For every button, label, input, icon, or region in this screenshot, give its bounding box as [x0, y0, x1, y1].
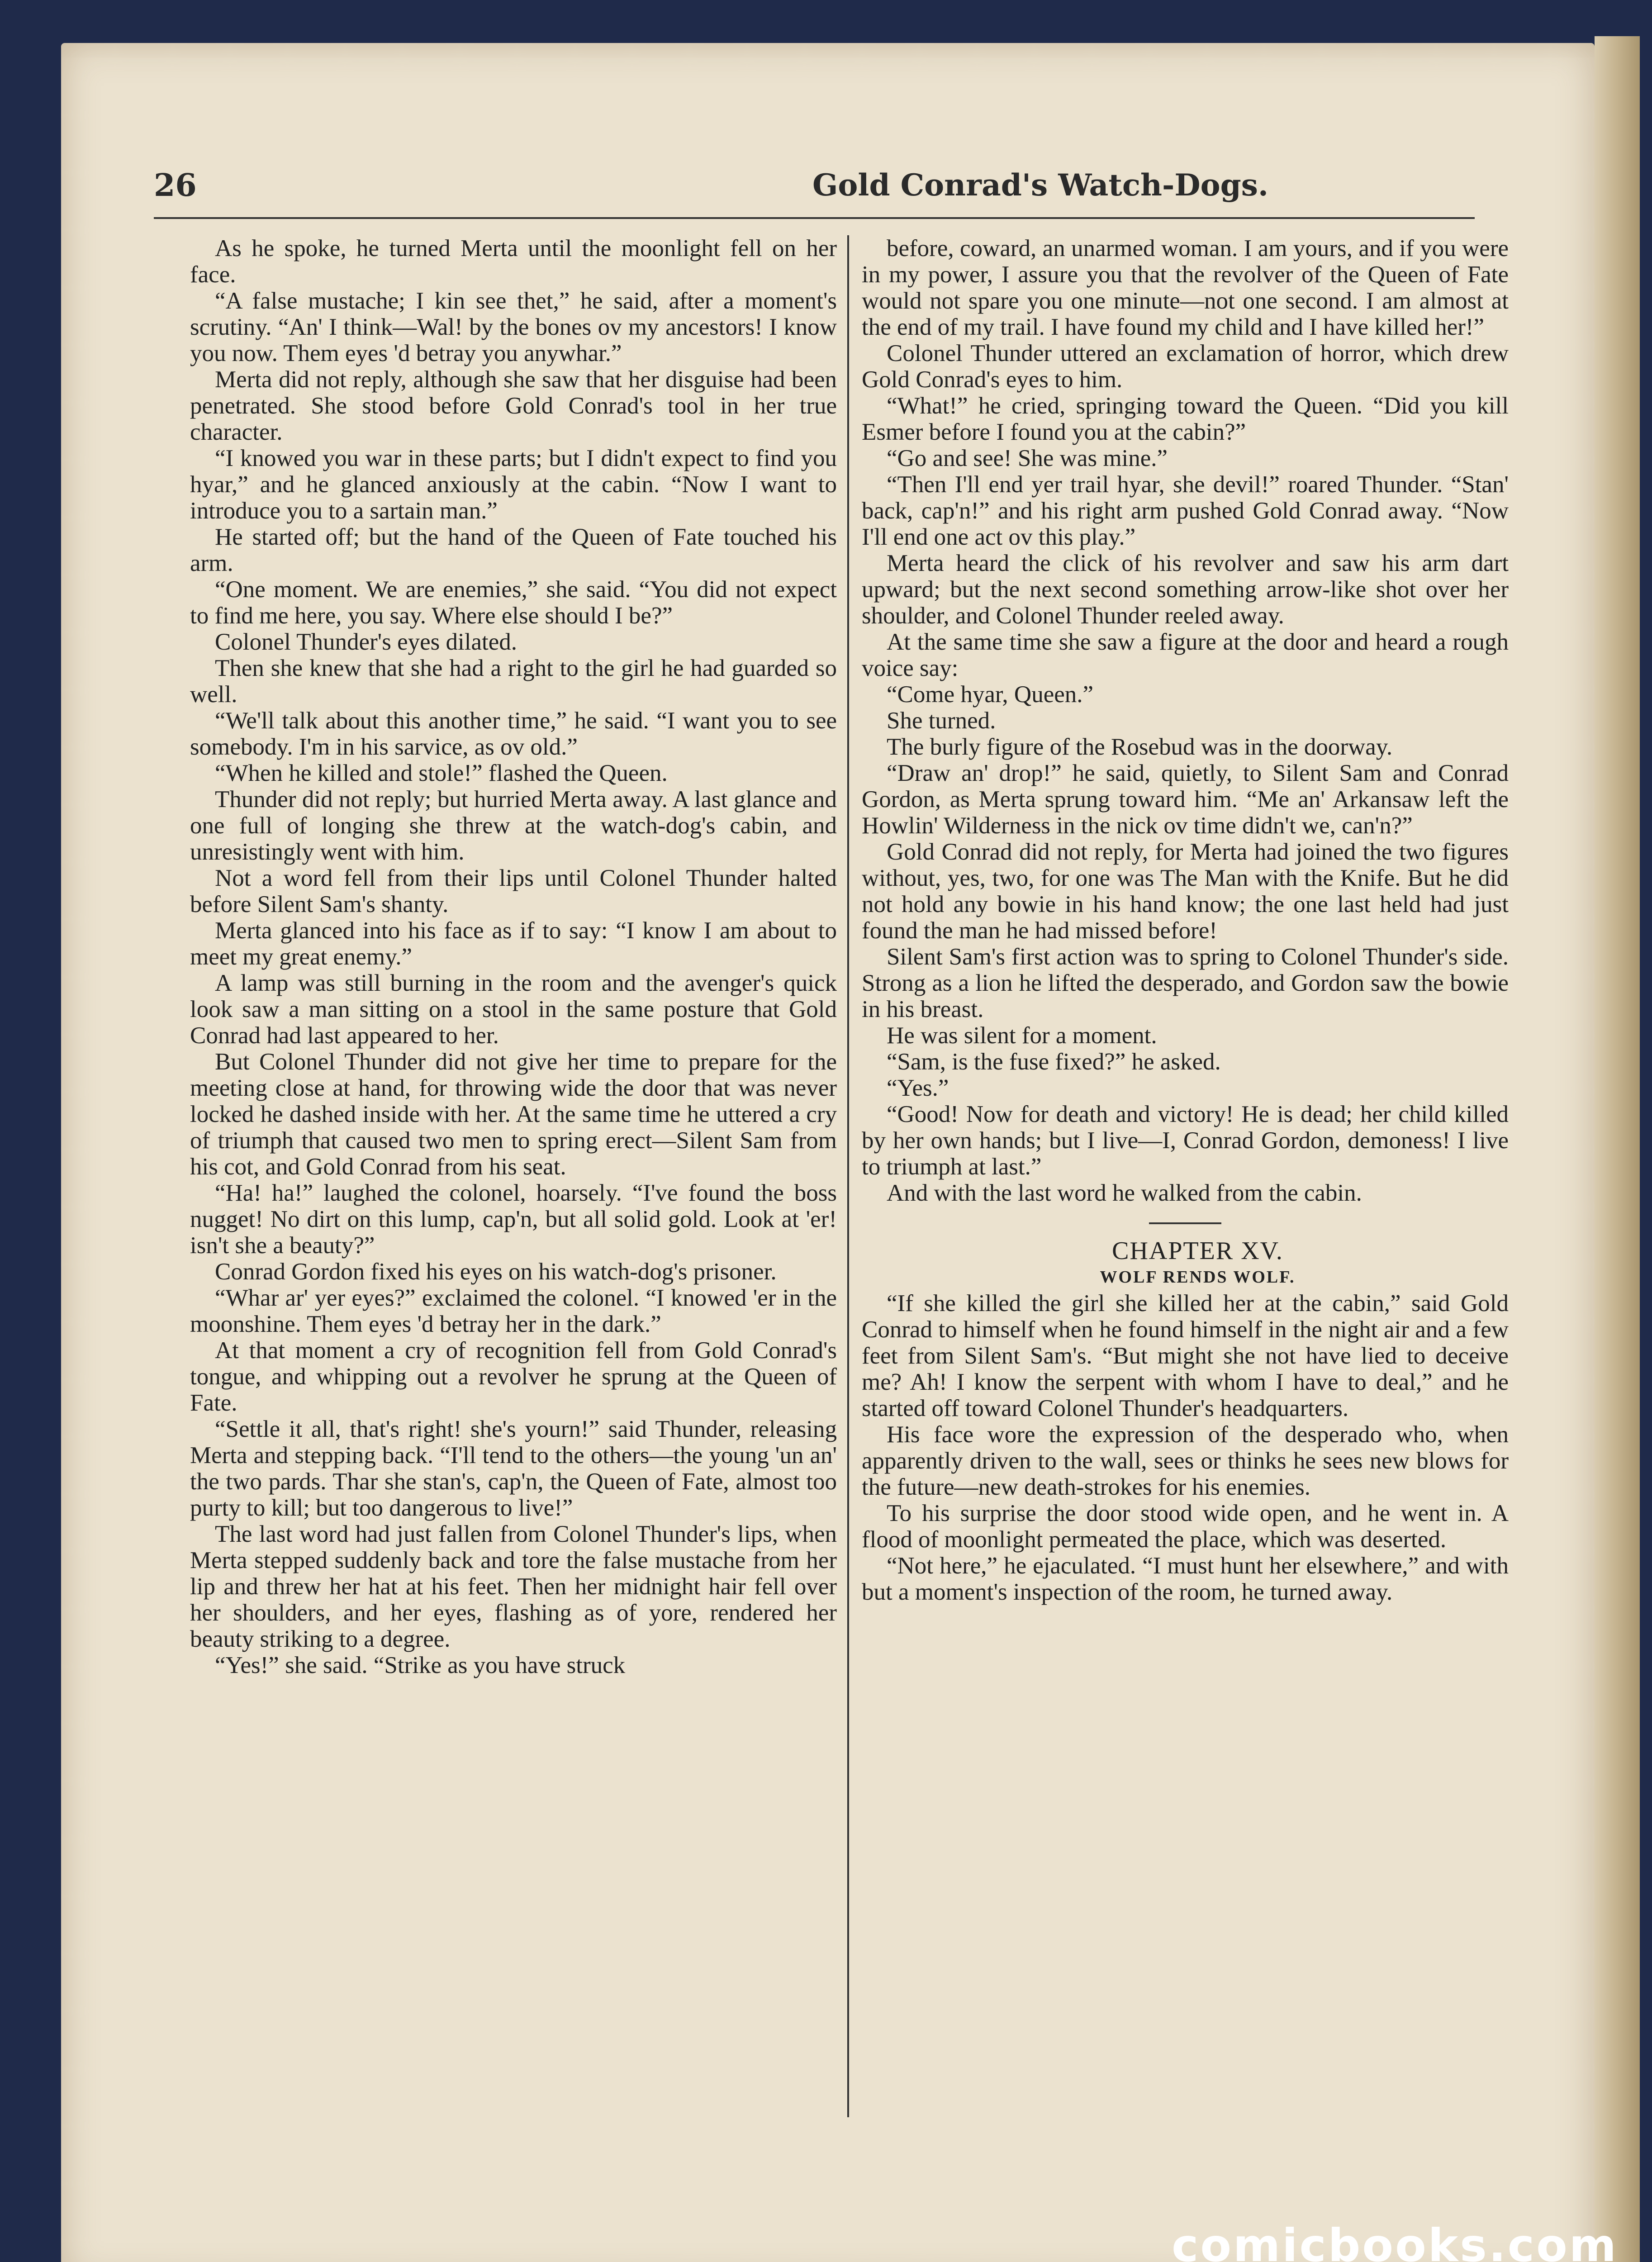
paragraph: “Come hyar, Queen.” — [887, 681, 1094, 708]
paragraph: “We'll talk about this another time,” he said. “I want you to see somebody. I'm in his sarvice, as ov old.” — [190, 708, 837, 760]
watermark: comicbooks.com — [1172, 2219, 1618, 2262]
paragraph: His face wore the expression of the desperado who, when apparently driven to the wall, sees or thinks he sees new blows for the future—new death-strokes for his enemies. — [862, 1421, 1509, 1500]
paragraph: She turned. — [887, 708, 996, 734]
chapter-subtitle: WOLF RENDS WOLF. — [1100, 1268, 1296, 1287]
paragraph: A lamp was still burning in the room and the avenger's quick look saw a man sitting on a stool in the same posture that Gold Conrad had last appeared to her. — [190, 970, 837, 1049]
paragraph: “Draw an' drop!” he said, quietly, to Silent Sam and Conrad Gordon, as Merta sprung toward him. “Me an' Arkansaw left the Howlin' Wilderness in the nick ov time didn't we, can'n?” — [862, 760, 1509, 839]
paragraph: “If she killed the girl she killed her at the cabin,” said Gold Conrad to himself when he found himself in the night air and a few feet from Silent Sam's. “But might she not have lied to deceive me? Ah! I know the serpent with whom I have to deal,” and he started off toward Colonel Thunder's headquarters. — [862, 1290, 1509, 1421]
page-spine — [1595, 36, 1640, 2262]
paragraph: The burly figure of the Rosebud was in the doorway. — [887, 734, 1393, 760]
paragraph: The last word had just fallen from Colonel Thunder's lips, when Merta stepped suddenly back and tore the false mustache from her lip and threw her hat at his feet. Then her midnight hair fell over her shoulders, and her eyes, flashing as of yore, rendered her beauty striking to a degree. — [190, 1521, 837, 1652]
paragraph: To his surprise the door stood wide open, and he went in. A flood of moonlight permeated the place, which was deserted. — [862, 1500, 1509, 1553]
paragraph: Colonel Thunder's eyes dilated. — [215, 629, 517, 655]
paragraph: Silent Sam's first action was to spring to Colonel Thunder's side. Strong as a lion he lifted the desperado, and Gordon saw the bowie in his breast. — [862, 944, 1509, 1022]
paragraph: “Whar ar' yer eyes?” exclaimed the colonel. “I knowed 'er in the moonshine. Them eyes 'd betray her in the dark.” — [190, 1285, 837, 1337]
paragraph: He started off; but the hand of the Queen of Fate touched his arm. — [190, 524, 837, 576]
paragraph: “Yes.” — [887, 1075, 949, 1101]
paragraph: “When he killed and stole!” flashed the Queen. — [215, 760, 668, 786]
paragraph: “Good! Now for death and victory! He is dead; her child killed by her own hands; but I live—I, Conrad Gordon, demoness! I live to triumph at last.” — [862, 1101, 1509, 1180]
paragraph: “A false mustache; I kin see thet,” he said, after a moment's scrutiny. “An' I think—Wal! by the bones ov my ancestors! I know you now. Them eyes 'd betray you anywhar.” — [190, 288, 837, 366]
header-rule — [154, 217, 1475, 219]
paragraph: Merta heard the click of his revolver and saw his arm dart upward; but the next second something arrow-like shot over her shoulder, and Colonel Thunder reeled away. — [862, 550, 1509, 629]
chapter-rule — [1149, 1222, 1221, 1224]
left-column — [190, 235, 837, 2117]
paragraph: “Sam, is the fuse fixed?” he asked. — [887, 1049, 1221, 1075]
paragraph: “Not here,” he ejaculated. “I must hunt her elsewhere,” and with but a moment's inspection of the room, he turned away. — [862, 1553, 1509, 1605]
paragraph: Gold Conrad did not reply, for Merta had joined the two figures without, yes, two, for one was The Man with the Knife. But he did not hold any bowie in his hand know; the one last held had just found the man he had missed before! — [862, 839, 1509, 944]
paragraph: Not a word fell from their lips until Colonel Thunder halted before Silent Sam's shanty. — [190, 865, 837, 917]
paragraph: At the same time she saw a figure at the door and heard a rough voice say: — [862, 629, 1509, 681]
paragraph: “I knowed you war in these parts; but I didn't expect to find you hyar,” and he glanced anxiously at the cabin. “Now I want to introduce you to a sartain man.” — [190, 445, 837, 524]
paragraph: Colonel Thunder uttered an exclamation of horror, which drew Gold Conrad's eyes to him. — [862, 340, 1509, 393]
paragraph: Merta glanced into his face as if to say: “I know I am about to meet my great enemy.” — [190, 917, 837, 970]
paragraph: “Ha! ha!” laughed the colonel, hoarsely. “I've found the boss nugget! No dirt on this lump, cap'n, but all solid gold. Look at 'er! isn't she a beauty?” — [190, 1180, 837, 1259]
chapter-heading: CHAPTER XV. — [1112, 1237, 1283, 1265]
paragraph: before, coward, an unarmed woman. I am yours, and if you were in my power, I assure you that the revolver of the Queen of Fate would not spare you one minute—not one second. I am almost at the end of my trail. I have found my child and I have killed her!” — [862, 235, 1509, 340]
paragraph: “What!” he cried, springing toward the Queen. “Did you kill Esmer before I found you at the cabin?” — [862, 393, 1509, 445]
running-title: Gold Conrad's Watch-Dogs. — [812, 167, 1268, 203]
paragraph: “Yes!” she said. “Strike as you have struck — [215, 1652, 626, 1678]
paragraph: “Go and see! She was mine.” — [887, 445, 1168, 471]
paragraph: “One moment. We are enemies,” she said. “You did not expect to find me here, you say. Where else should I be?” — [190, 576, 837, 629]
paragraph: And with the last word he walked from the cabin. — [887, 1180, 1362, 1206]
paragraph: Thunder did not reply; but hurried Merta away. A last glance and one full of longing she threw at the watch-dog's cabin, and unresistingly went with him. — [190, 786, 837, 865]
paragraph: He was silent for a moment. — [887, 1022, 1157, 1049]
page-number: 26 — [154, 167, 197, 204]
paragraph: But Colonel Thunder did not give her time to prepare for the meeting close at hand, for throwing wide the door that was never locked he dashed inside with her. At the same time he uttered a cry of triumph that caused two men to spring erect—Silent Sam from his cot, and Gold Conrad from his seat. — [190, 1049, 837, 1180]
paragraph: Conrad Gordon fixed his eyes on his watch-dog's prisoner. — [215, 1259, 777, 1285]
paragraph: “Then I'll end yer trail hyar, she devil!” roared Thunder. “Stan' back, cap'n!” and his right arm pushed Gold Conrad away. “Now I'll end one act ov this play.” — [862, 471, 1509, 550]
paragraph: “Settle it all, that's right! she's yourn!” said Thunder, releasing Merta and stepping back. “I'll tend to the others—the young 'un an' the two pards. Thar she stan's, cap'n, the Queen of Fate, almost too purty to kill; but too dangerous to live!” — [190, 1416, 837, 1521]
paragraph: At that moment a cry of recognition fell from Gold Conrad's tongue, and whipping out a revolver he sprung at the Queen of Fate. — [190, 1337, 837, 1416]
paragraph: Merta did not reply, although she saw that her disguise had been penetrated. She stood before Gold Conrad's tool in her true character. — [190, 366, 837, 445]
paragraph: As he spoke, he turned Merta until the moonlight fell on her face. — [190, 235, 837, 288]
right-column — [862, 235, 1509, 2117]
paragraph: Then she knew that she had a right to the girl he had guarded so well. — [190, 655, 837, 708]
page-header — [154, 167, 1475, 213]
column-divider — [847, 235, 849, 2117]
